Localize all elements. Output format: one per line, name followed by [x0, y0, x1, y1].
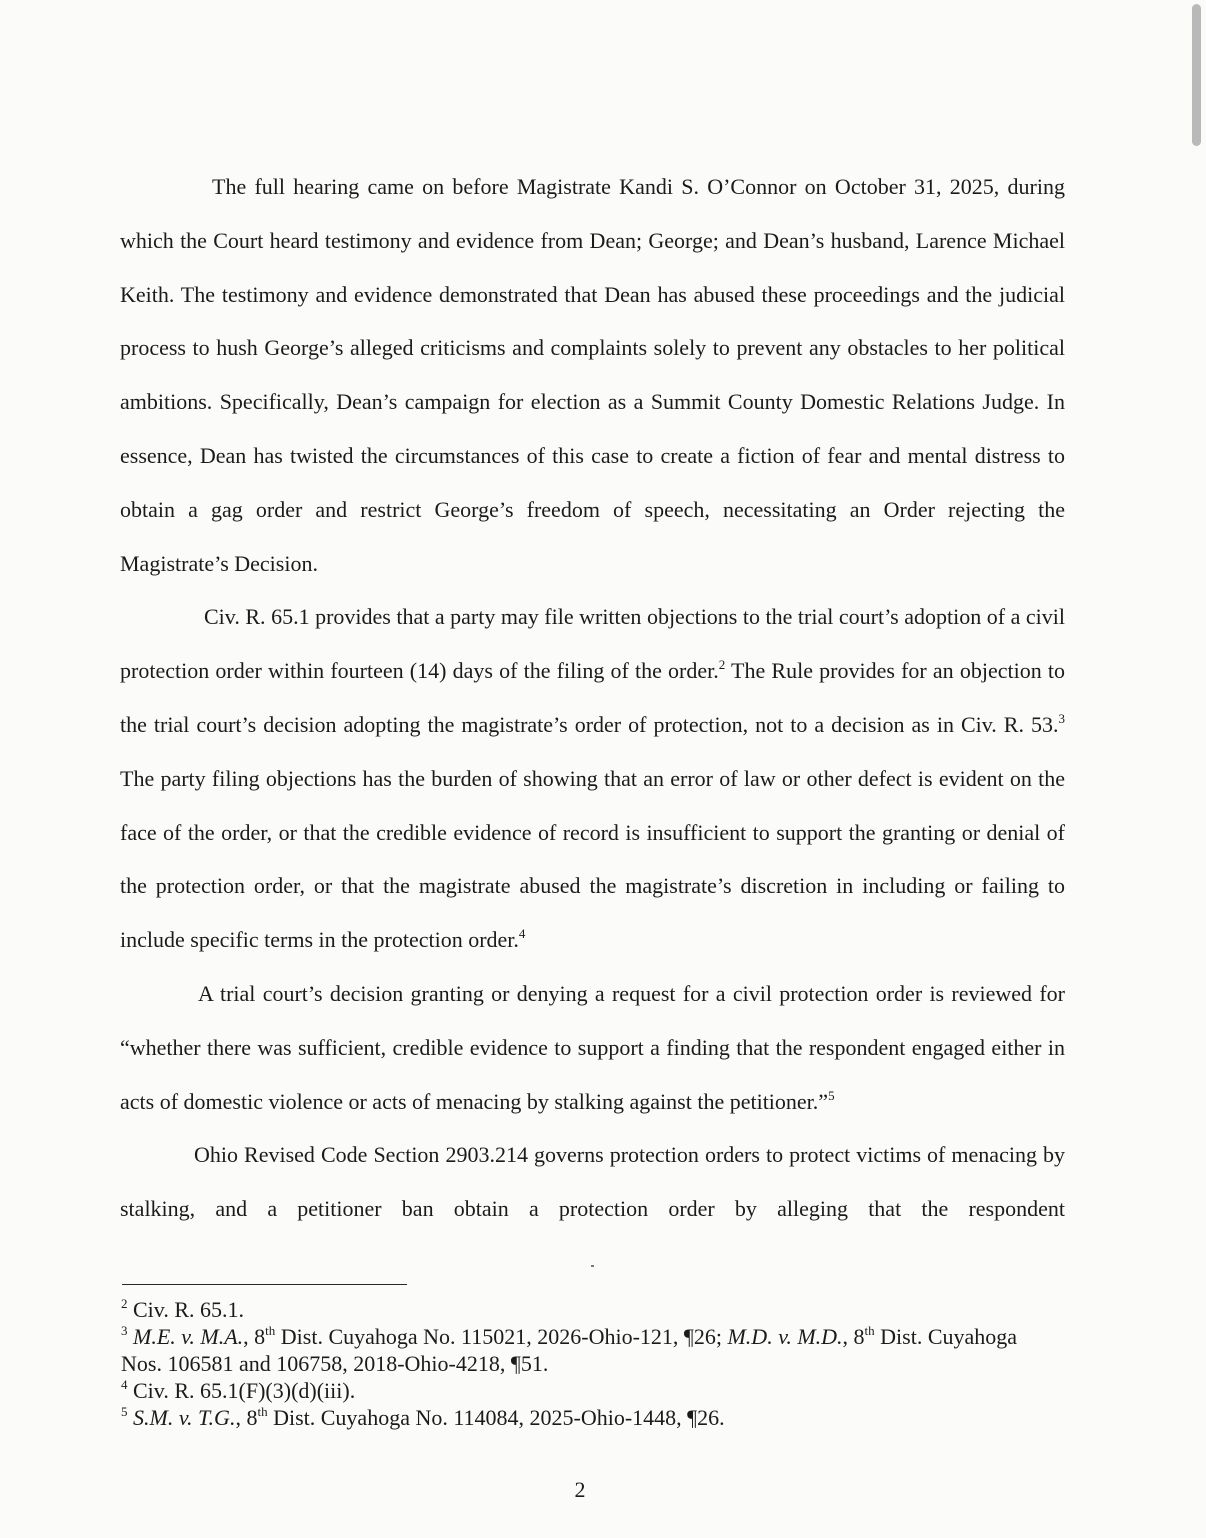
- footnote-text: , 8: [235, 1405, 258, 1430]
- case-citation: M.D. v. M.D.: [727, 1324, 843, 1349]
- scrollbar-track[interactable]: [1190, 0, 1204, 1538]
- footnote-number: 5: [121, 1404, 128, 1419]
- ordinal-suffix: th: [265, 1323, 276, 1338]
- footnote-3: [121, 1323, 1046, 1377]
- footnote-4: [121, 1377, 1046, 1404]
- footnote-text: Civ. R. 65.1.: [127, 1297, 245, 1322]
- footnote-text: Dist. Cuyahoga No. 115021, 2026-Ohio-121, ¶26;: [275, 1324, 728, 1349]
- paragraph-review-standard: [120, 967, 1065, 1128]
- footnote-text: Civ. R. 65.1(F)(3)(d)(iii).: [127, 1378, 356, 1403]
- paragraph-text: The party filing objections has the burden of showing that an error of law or other defect is evident on the face of the order, or that the credible evidence of record is insufficient to support the granting or denial of the protection order, or that the magistrate abused the magistrate’s discretion in including or failing to include specific terms in the protection order.: [120, 765, 1065, 953]
- paragraph-text: The Rule provides for an objection to the trial court’s decision adopting the magistrate’s order of protection, not to a decision as in Civ. R. 53.: [120, 658, 1065, 737]
- ordinal-suffix: th: [257, 1404, 268, 1419]
- scrollbar-thumb[interactable]: [1192, 4, 1201, 146]
- footnote-ref-3[interactable]: 3: [1058, 710, 1065, 726]
- footnote-ref-5[interactable]: 5: [828, 1087, 835, 1103]
- paragraph-text: Civ. R. 65.1 provides that a party may file written objections to the trial court’s adoption of a civil protection order within fourteen (14) days of the filing of the order.: [120, 604, 1065, 684]
- paragraph-hearing: The full hearing came on before Magistrate Kandi S. O’Connor on October 31, 2025, during which the Court heard testimony and evidence from Dean; George; and Dean’s husband, Larence Michael Keith. The testimony and evidence demonstrated that Dean has abused these proceedings and the judicial process to hush George’s alleged criticisms and complaints solely to prevent any obstacles to her political ambitions. Specifically, Dean’s campaign for election as a Summit County Domestic Relations Judge. In essence, Dean has twisted the circumstances of this case to create a fiction of fear and mental distress to obtain a gag order and restrict George’s freedom of speech, necessitating an Order rejecting the Magistrate’s Decision.: [120, 174, 1065, 576]
- footnotes: [121, 1296, 1046, 1431]
- footnote-number: 4: [121, 1377, 128, 1392]
- case-citation: M.E. v. M.A.: [133, 1324, 244, 1349]
- footnote-2: [121, 1296, 1046, 1323]
- footnote-ref-2[interactable]: 2: [718, 657, 726, 673]
- footnote-ref-4[interactable]: 4: [518, 926, 526, 942]
- footnote-text: Dist. Cuyahoga No. 114084, 2025-Ohio-1448, ¶26.: [267, 1405, 725, 1430]
- paragraph-orc-2903-214: Ohio Revised Code Section 2903.214 governs protection orders to protect victims of menacing by stalking, and a petitioner ban obtain a protection order by alleging that the respondent: [120, 1142, 1065, 1222]
- document-body: [120, 160, 1065, 1236]
- case-citation: S.M. v. T.G.: [133, 1405, 236, 1430]
- footnote-5: [121, 1404, 1046, 1431]
- footnote-text: , 8: [842, 1324, 865, 1349]
- scan-artifact: [591, 1265, 594, 1267]
- footnote-text: Dist. Cuyahoga Nos. 106581 and 106758, 2018-Ohio-4218, ¶51.: [121, 1324, 1018, 1376]
- footnote-number: 2: [121, 1296, 128, 1311]
- ordinal-suffix: th: [864, 1323, 875, 1338]
- footnote-text: , 8: [243, 1324, 266, 1349]
- footnote-number: 3: [121, 1323, 128, 1338]
- footnote-separator: [122, 1284, 407, 1285]
- paragraph-civ-r-65-1: [120, 590, 1065, 967]
- page-number: 2: [574, 1477, 586, 1502]
- paragraph-text: A trial court’s decision granting or denying a request for a civil protection order is reviewed for “whether there was sufficient, credible evidence to support a finding that the respondent engaged either in acts of domestic violence or acts of menacing by stalking against the petitioner.”: [120, 980, 1065, 1114]
